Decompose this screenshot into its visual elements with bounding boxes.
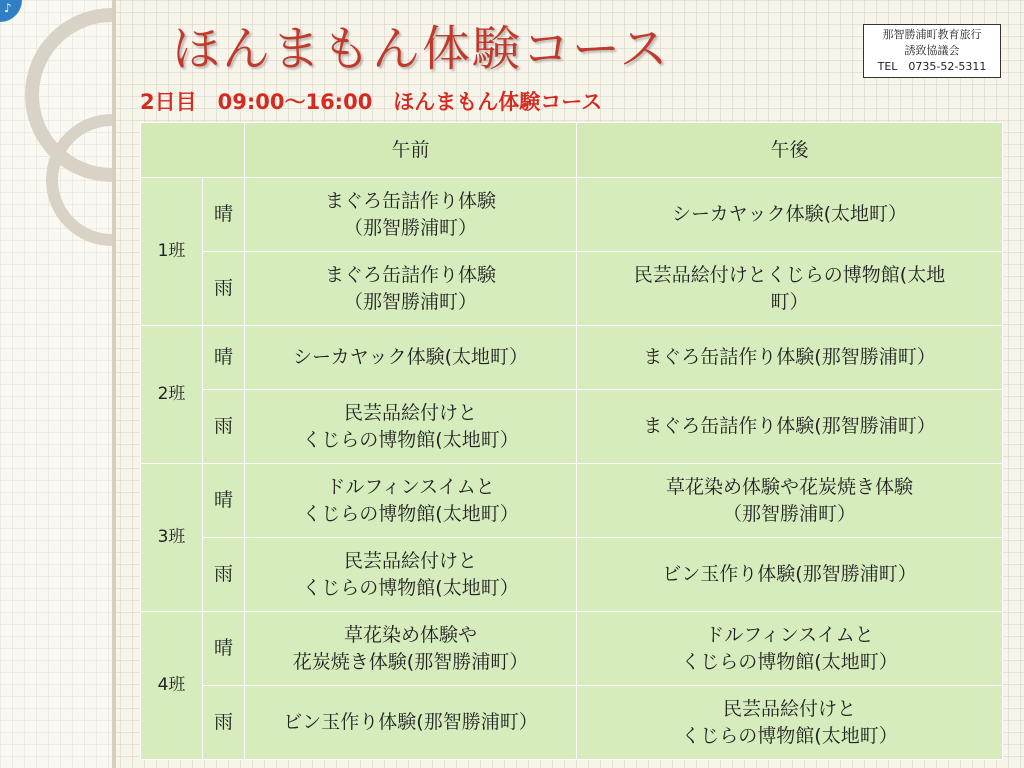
activity-line: まぐろ缶詰作り体験 <box>324 189 496 212</box>
table-row <box>141 390 1003 464</box>
weather-label: 晴 <box>203 464 245 538</box>
table-row <box>141 252 1003 326</box>
afternoon-activity-cell <box>577 464 1003 538</box>
activity-line: 民芸品絵付けと <box>343 549 477 572</box>
group-label: 1班 <box>141 178 203 326</box>
header-corner <box>141 123 245 178</box>
table-header-row <box>141 123 1003 178</box>
organizer-council: 誘致協議会 <box>904 44 960 57</box>
activity-line: 民芸品絵付けと <box>343 401 477 424</box>
activity-line: 花炭焼き体験(那智勝浦町） <box>292 650 529 673</box>
morning-activity-cell <box>245 252 577 326</box>
activity-line: 民芸品絵付けとくじらの博物館(太地 <box>633 263 946 286</box>
morning-activity-cell <box>245 612 577 686</box>
activity-line: まぐろ缶詰作り体験(那智勝浦町） <box>643 415 936 437</box>
table-row <box>141 612 1003 686</box>
organizer-box <box>863 24 1001 78</box>
course-subtitle: 2日目 09:00～16:00 ほんまもん体験コース <box>140 90 603 114</box>
group-label: 3班 <box>141 464 203 612</box>
schedule-table <box>140 122 1003 760</box>
activity-line: ビン玉作り体験(那智勝浦町） <box>283 711 538 733</box>
activity-line: くじらの博物館(太地町） <box>302 502 519 525</box>
activity-line: 草花染め体験や <box>343 623 477 646</box>
weather-label: 晴 <box>203 612 245 686</box>
page-title: ほんまもん体験コース <box>172 21 670 77</box>
table-row <box>141 326 1003 390</box>
afternoon-activity-cell <box>577 326 1003 390</box>
activity-line: 民芸品絵付けと <box>722 697 856 720</box>
weather-label: 雨 <box>203 252 245 326</box>
table-row <box>141 686 1003 760</box>
afternoon-activity-cell <box>577 612 1003 686</box>
organizer-tel: TEL 0735-52-5311 <box>877 60 987 73</box>
afternoon-activity-cell <box>577 252 1003 326</box>
group-label: 4班 <box>141 612 203 760</box>
activity-line: シーカヤック体験(太地町） <box>292 346 529 368</box>
morning-activity-cell <box>245 538 577 612</box>
weather-label: 雨 <box>203 390 245 464</box>
corner-logo-icon: ♪ <box>0 0 22 22</box>
morning-activity-cell <box>245 390 577 464</box>
weather-label: 雨 <box>203 538 245 612</box>
weather-label: 雨 <box>203 686 245 760</box>
activity-line: （那智勝浦町） <box>343 216 477 239</box>
weather-label: 晴 <box>203 178 245 252</box>
morning-activity-cell <box>245 686 577 760</box>
table-row <box>141 178 1003 252</box>
activity-line: （那智勝浦町） <box>343 290 477 313</box>
activity-line: ビン玉作り体験(那智勝浦町） <box>662 563 917 585</box>
activity-line: 町） <box>770 290 809 313</box>
sidebar-divider <box>112 0 116 768</box>
activity-line: まぐろ缶詰作り体験 <box>324 263 496 286</box>
activity-line: （那智勝浦町） <box>722 502 856 525</box>
morning-activity-cell <box>245 178 577 252</box>
morning-activity-cell <box>245 326 577 390</box>
afternoon-activity-cell <box>577 538 1003 612</box>
afternoon-activity-cell <box>577 390 1003 464</box>
activity-line: シーカヤック体験(太地町） <box>671 203 908 225</box>
afternoon-activity-cell <box>577 178 1003 252</box>
activity-line: 草花染め体験や花炭焼き体験 <box>665 475 913 498</box>
weather-label: 晴 <box>203 326 245 390</box>
table-row <box>141 464 1003 538</box>
activity-line: ドルフィンスイムと <box>326 475 495 498</box>
organizer-name: 那智勝浦町教育旅行 <box>882 28 982 41</box>
activity-line: くじらの博物館(太地町） <box>681 650 898 673</box>
morning-activity-cell <box>245 464 577 538</box>
activity-line: ドルフィンスイムと <box>705 623 874 646</box>
header-afternoon: 午後 <box>577 123 1003 178</box>
group-label: 2班 <box>141 326 203 464</box>
decorative-rings <box>0 0 112 260</box>
activity-line: くじらの博物館(太地町） <box>302 576 519 599</box>
activity-line: くじらの博物館(太地町） <box>302 428 519 451</box>
afternoon-activity-cell <box>577 686 1003 760</box>
header-morning: 午前 <box>245 123 577 178</box>
activity-line: くじらの博物館(太地町） <box>681 724 898 747</box>
table-row <box>141 538 1003 612</box>
activity-line: まぐろ缶詰作り体験(那智勝浦町） <box>643 346 936 368</box>
